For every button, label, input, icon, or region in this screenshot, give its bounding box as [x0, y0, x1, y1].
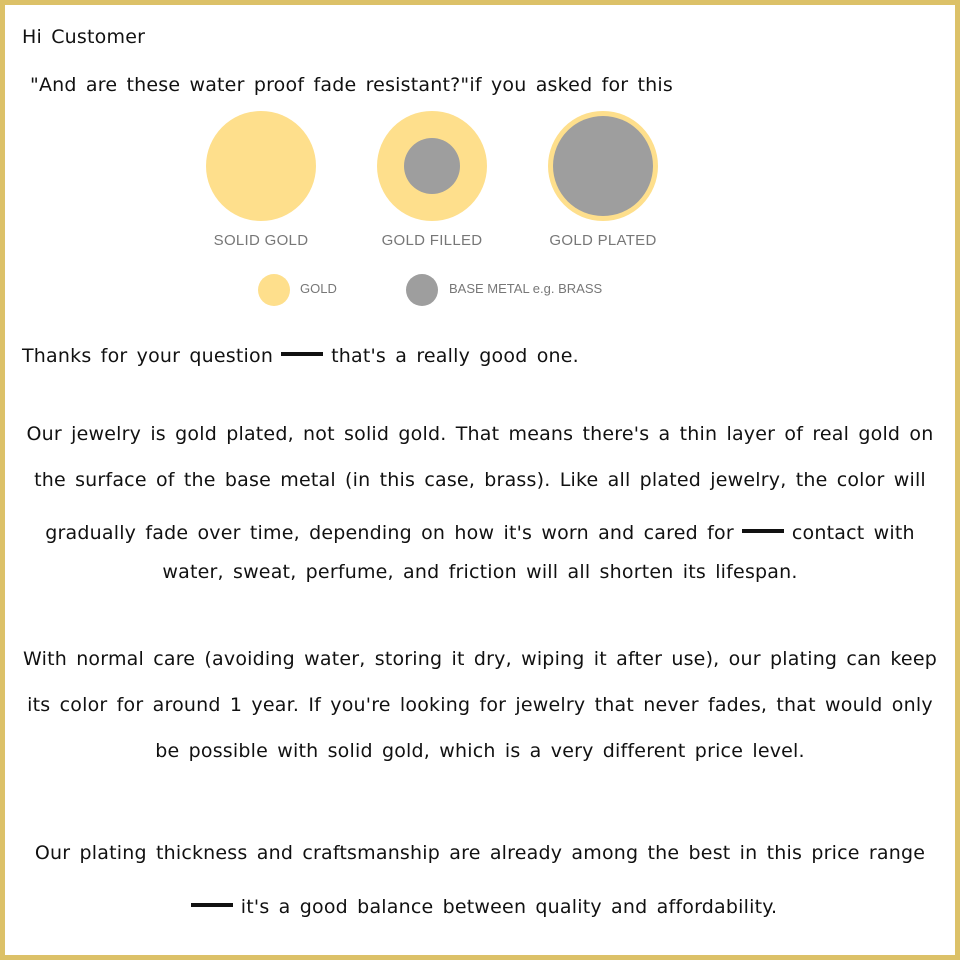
legend-base-metal-swatch [406, 274, 438, 306]
solid-gold-label: SOLID GOLD [213, 232, 309, 249]
para2-line2: its color for around 1 year. If you're looking for jewelry that never fades, that would only [27, 694, 933, 716]
thanks-text-start: Thanks for your question [22, 345, 274, 367]
gold-plated-label: GOLD PLATED [549, 232, 657, 249]
para1-line2: the surface of the base metal (in this case, brass). Like all plated jewelry, the color will [34, 469, 926, 491]
para1-line3-end: contact with [791, 522, 915, 544]
gold-filled-label: GOLD FILLED [381, 232, 483, 249]
para1-line1: Our jewelry is gold plated, not solid gold. That means there's a thin layer of real gold on [26, 423, 934, 445]
solid-gold-circle [206, 111, 316, 221]
greeting: Hi Customer [22, 26, 146, 48]
para2-line3: be possible with solid gold, which is a very different price level. [155, 740, 805, 762]
para2-line1: With normal care (avoiding water, storing it dry, wiping it after use), our plating can keep [23, 648, 937, 670]
customer-question: "And are these water proof fade resistant?"if you asked for this [30, 74, 673, 96]
para3-line2 [0, 896, 960, 918]
em-dash [191, 903, 233, 907]
em-dash [742, 529, 784, 533]
para3-line1: Our plating thickness and craftsmanship are already among the best in this price range [34, 842, 926, 864]
gold-filled-core-circle [404, 138, 460, 194]
legend-base-metal-label: BASE METAL e.g. BRASS [449, 281, 603, 296]
para3-line2-text: it's a good balance between quality and affordability. [240, 896, 778, 918]
para1-line4: water, sweat, perfume, and friction will all shorten its lifespan. [162, 561, 798, 583]
legend-gold-label: GOLD [300, 281, 337, 296]
thanks-line [22, 345, 579, 367]
legend-gold-swatch [258, 274, 290, 306]
thanks-text-end: that's a really good one. [331, 345, 579, 367]
para1-line3-start: gradually fade over time, depending on how it's worn and cared for [45, 522, 734, 544]
em-dash [281, 352, 323, 356]
para1-line3 [0, 522, 960, 544]
gold-plated-core-circle [553, 116, 653, 216]
